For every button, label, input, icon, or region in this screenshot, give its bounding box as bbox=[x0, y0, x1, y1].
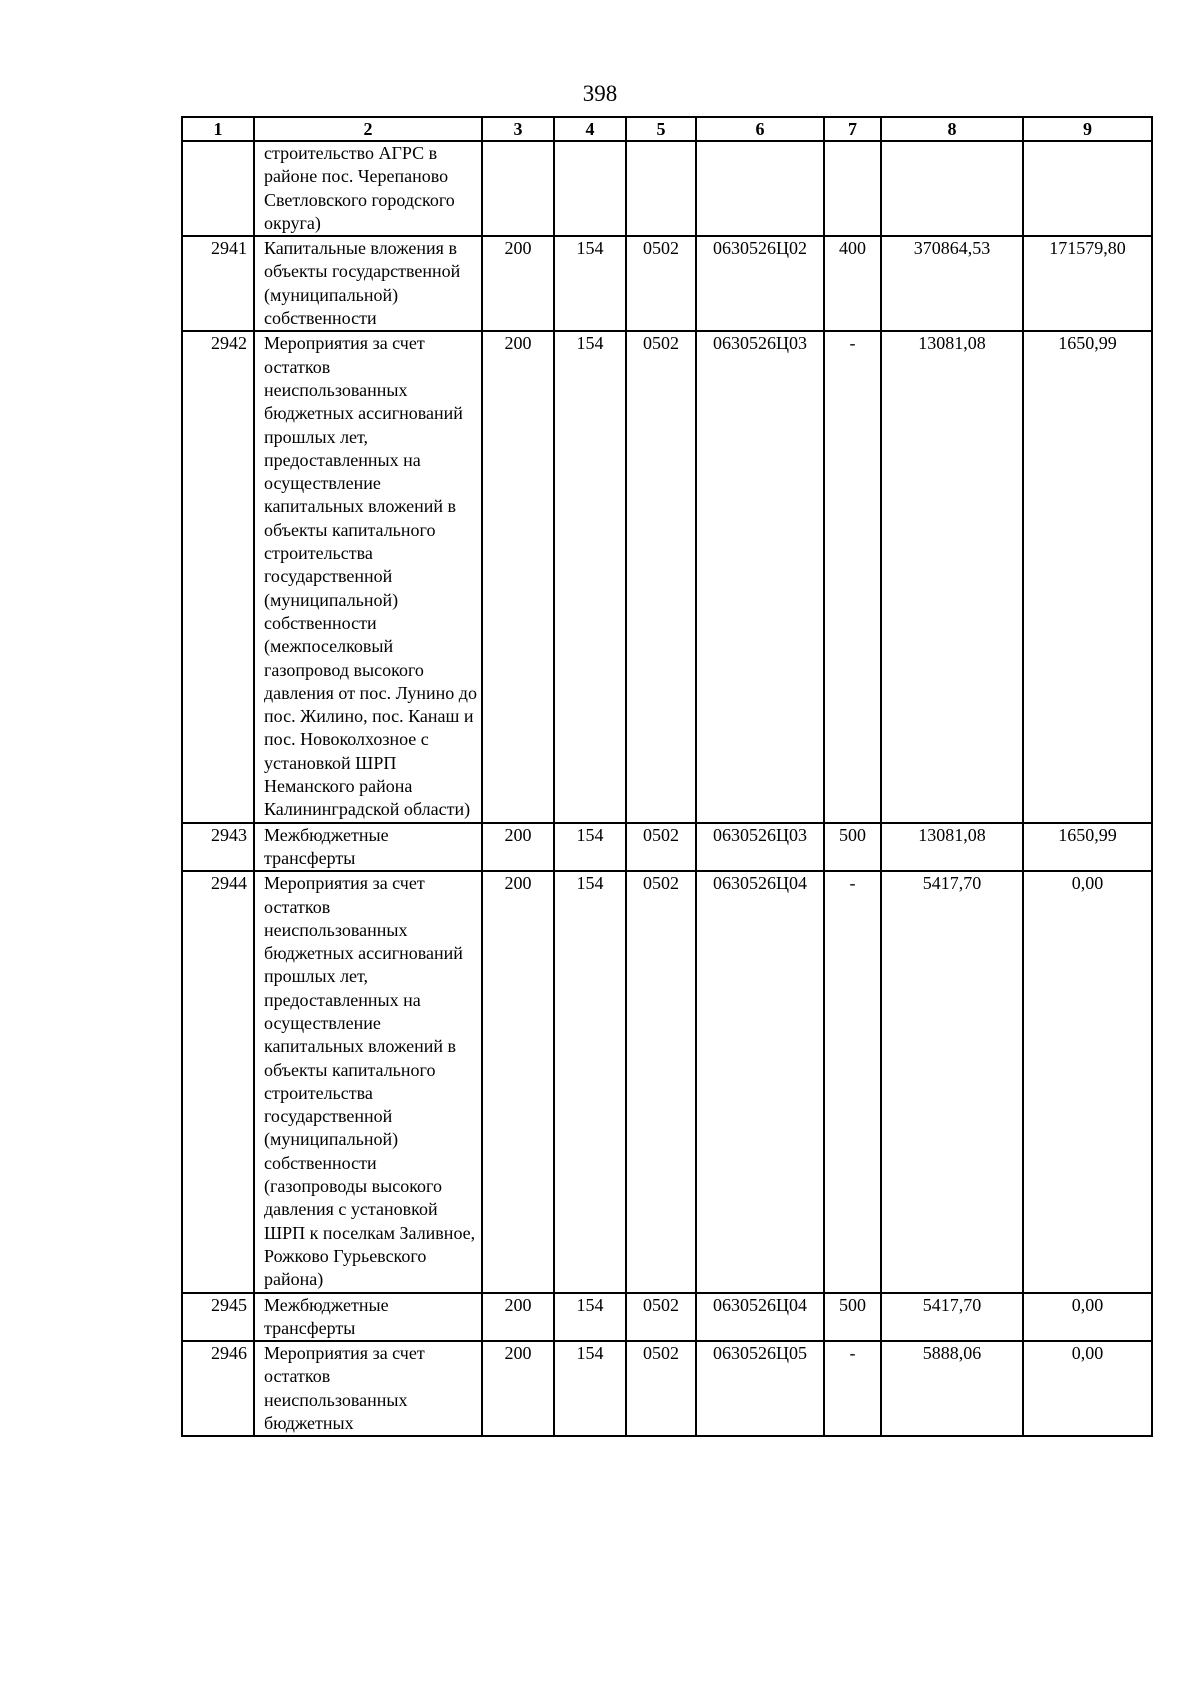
amount-8-cell: 370864,53 bbox=[881, 236, 1023, 331]
amount-8-cell: 5417,70 bbox=[881, 1293, 1023, 1342]
description-cell: Мероприятия за счет остатков неиспользованных бюджетных bbox=[254, 1341, 482, 1436]
code-4-cell: 154 bbox=[554, 1341, 626, 1436]
target-article-cell: 0630526Ц03 bbox=[696, 823, 824, 872]
table-row bbox=[182, 871, 1152, 1292]
section-cell: 0502 bbox=[626, 1293, 696, 1342]
code-4-cell: 154 bbox=[554, 236, 626, 331]
target-article-cell: 0630526Ц05 bbox=[696, 1341, 824, 1436]
table-row bbox=[182, 1293, 1152, 1342]
code-3-cell: 200 bbox=[482, 236, 554, 331]
table-body bbox=[182, 117, 1152, 1436]
amount-9-cell: 0,00 bbox=[1023, 871, 1152, 1292]
table-header-row bbox=[182, 117, 1152, 141]
section-cell bbox=[626, 141, 696, 236]
amount-8-cell bbox=[881, 141, 1023, 236]
expense-type-cell: - bbox=[824, 1341, 881, 1436]
expense-type-cell: - bbox=[824, 331, 881, 822]
code-3-cell: 200 bbox=[482, 331, 554, 822]
budget-table bbox=[181, 116, 1153, 1437]
expense-type-cell: 500 bbox=[824, 1293, 881, 1342]
target-article-cell: 0630526Ц04 bbox=[696, 871, 824, 1292]
target-article-cell bbox=[696, 141, 824, 236]
expense-type-cell: 500 bbox=[824, 823, 881, 872]
target-article-cell: 0630526Ц04 bbox=[696, 1293, 824, 1342]
code-3-cell: 200 bbox=[482, 1341, 554, 1436]
description-cell: Капитальные вложения в объекты государственной (муниципальной) собственности bbox=[254, 236, 482, 331]
description-cell: Мероприятия за счет остатков неиспользованных бюджетных ассигнований прошлых лет, предоставленных на осуществление капитальных вложений в объекты капитального строительства государственной (муниципальной) собственности (межпоселковый газопровод высокого давления от пос. Лунино до пос. Жилино, пос. Канаш и пос. Новоколхозное с установкой ШРП Неманского района Калининградской области) bbox=[254, 331, 482, 822]
description-cell: Межбюджетные трансферты bbox=[254, 823, 482, 872]
amount-9-cell: 0,00 bbox=[1023, 1341, 1152, 1436]
description-cell: строительство АГРС в районе пос. Черепаново Светловского городского округа) bbox=[254, 141, 482, 236]
table-row bbox=[182, 141, 1152, 236]
amount-9-cell: 0,00 bbox=[1023, 1293, 1152, 1342]
table-row bbox=[182, 823, 1152, 872]
header-cell: 9 bbox=[1023, 117, 1152, 141]
target-article-cell: 0630526Ц03 bbox=[696, 331, 824, 822]
amount-8-cell: 13081,08 bbox=[881, 823, 1023, 872]
target-article-cell: 0630526Ц02 bbox=[696, 236, 824, 331]
expense-type-cell: - bbox=[824, 871, 881, 1292]
row-number-cell: 2943 bbox=[182, 823, 254, 872]
expense-type-cell bbox=[824, 141, 881, 236]
code-3-cell bbox=[482, 141, 554, 236]
section-cell: 0502 bbox=[626, 1341, 696, 1436]
header-cell: 4 bbox=[554, 117, 626, 141]
table-row bbox=[182, 1341, 1152, 1436]
row-number-cell bbox=[182, 141, 254, 236]
table-row bbox=[182, 236, 1152, 331]
code-4-cell: 154 bbox=[554, 331, 626, 822]
header-cell: 5 bbox=[626, 117, 696, 141]
section-cell: 0502 bbox=[626, 236, 696, 331]
page-number: 398 bbox=[582, 81, 618, 106]
amount-9-cell bbox=[1023, 141, 1152, 236]
row-number-cell: 2942 bbox=[182, 331, 254, 822]
section-cell: 0502 bbox=[626, 331, 696, 822]
row-number-cell: 2946 bbox=[182, 1341, 254, 1436]
header-cell: 6 bbox=[696, 117, 824, 141]
description-cell: Межбюджетные трансферты bbox=[254, 1293, 482, 1342]
amount-8-cell: 13081,08 bbox=[881, 331, 1023, 822]
amount-9-cell: 1650,99 bbox=[1023, 331, 1152, 822]
header-cell: 3 bbox=[482, 117, 554, 141]
description-cell: Мероприятия за счет остатков неиспользованных бюджетных ассигнований прошлых лет, предоставленных на осуществление капитальных вложений в объекты капитального строительства государственной (муниципальной) собственности (газопроводы высокого давления с установкой ШРП к поселкам Заливное, Рожково Гурьевского района) bbox=[254, 871, 482, 1292]
header-cell: 7 bbox=[824, 117, 881, 141]
table-row bbox=[182, 331, 1152, 822]
amount-9-cell: 171579,80 bbox=[1023, 236, 1152, 331]
row-number-cell: 2944 bbox=[182, 871, 254, 1292]
amount-8-cell: 5417,70 bbox=[881, 871, 1023, 1292]
section-cell: 0502 bbox=[626, 871, 696, 1292]
header-cell: 1 bbox=[182, 117, 254, 141]
code-4-cell bbox=[554, 141, 626, 236]
code-3-cell: 200 bbox=[482, 1293, 554, 1342]
row-number-cell: 2941 bbox=[182, 236, 254, 331]
section-cell: 0502 bbox=[626, 823, 696, 872]
code-3-cell: 200 bbox=[482, 823, 554, 872]
row-number-cell: 2945 bbox=[182, 1293, 254, 1342]
header-cell: 2 bbox=[254, 117, 482, 141]
expense-type-cell: 400 bbox=[824, 236, 881, 331]
code-4-cell: 154 bbox=[554, 871, 626, 1292]
header-cell: 8 bbox=[881, 117, 1023, 141]
amount-8-cell: 5888,06 bbox=[881, 1341, 1023, 1436]
code-4-cell: 154 bbox=[554, 1293, 626, 1342]
code-4-cell: 154 bbox=[554, 823, 626, 872]
code-3-cell: 200 bbox=[482, 871, 554, 1292]
amount-9-cell: 1650,99 bbox=[1023, 823, 1152, 872]
